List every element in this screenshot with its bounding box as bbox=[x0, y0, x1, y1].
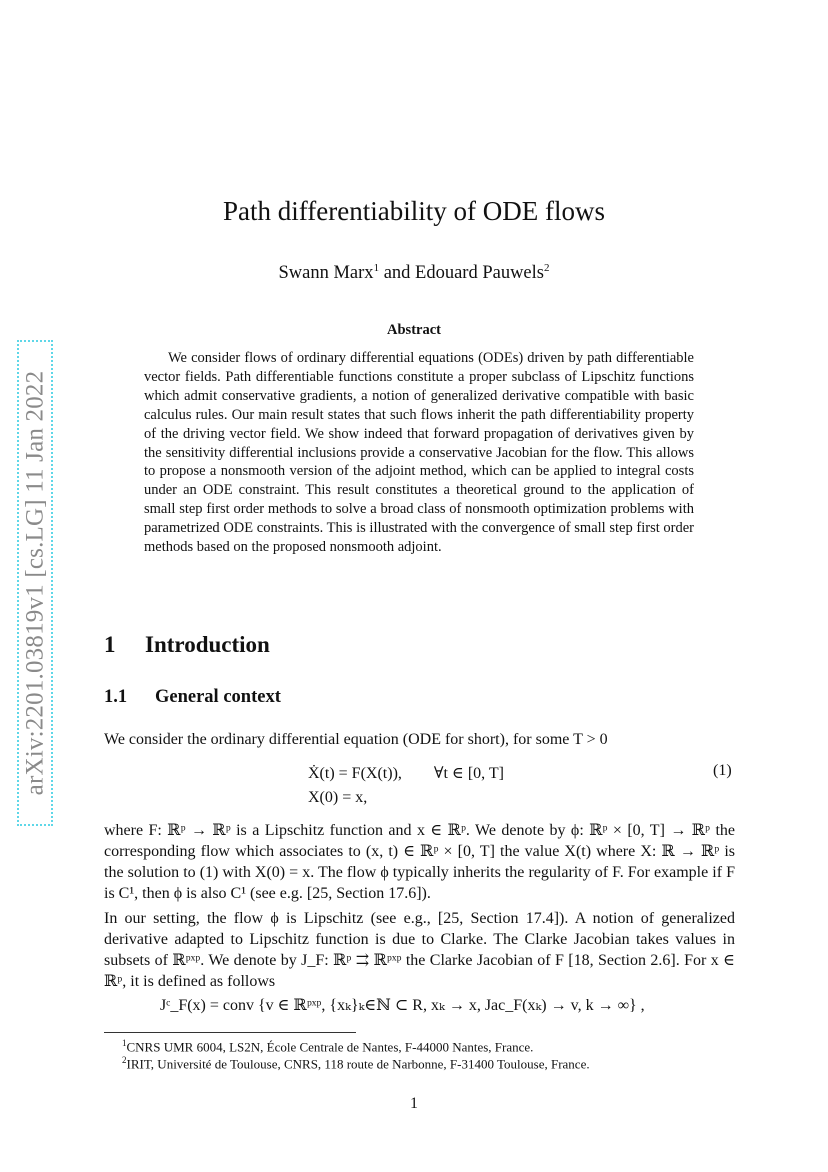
subsection-heading bbox=[104, 687, 281, 708]
author1-affiliation-mark: 1 bbox=[373, 262, 380, 274]
footnote-2-mark: 2 bbox=[122, 1055, 127, 1065]
section-number: 1 bbox=[104, 632, 116, 657]
footnote-1-mark: 1 bbox=[122, 1038, 127, 1048]
footnote-2-text: IRIT, Université de Toulouse, CNRS, 118 route de Narbonne, F-31400 Toulouse, France. bbox=[126, 1056, 590, 1072]
equation-1 bbox=[308, 762, 504, 810]
equation-1-label: (1) bbox=[713, 762, 732, 779]
paragraph-ode-intro: We consider the ordinary differential equation (ODE for short), for some T > 0 bbox=[104, 731, 608, 748]
author-names-2: and Edouard Pauwels bbox=[379, 263, 544, 284]
paragraph-flow: where F: ℝᵖ → ℝᵖ is a Lipschitz function and x ∈ ℝᵖ. We denote by ϕ: ℝᵖ × [0, T] → ℝᵖ the corresponding flow which associates to (x, t) ∈ ℝᵖ × [0, T] the value X(t) where X: ℝ → ℝᵖ is the solution to (1) with X(0) = x. The flow ϕ typically inherits the regularity of F. For example if F is C¹, then ϕ is also C¹ (see e.g. [25, Section 17.6]). bbox=[104, 822, 735, 902]
footnote-1-text: CNRS UMR 6004, LS2N, École Centrale de Nantes, F-44000 Nantes, France. bbox=[126, 1039, 534, 1055]
equation-1-line-2: X(0) = x, bbox=[308, 789, 368, 806]
author-line bbox=[0, 262, 828, 284]
page-number: 1 bbox=[410, 1095, 418, 1112]
section-title: Introduction bbox=[145, 632, 270, 657]
arxiv-identifier-stamp bbox=[17, 340, 53, 826]
paper-title: Path differentiability of ODE flows bbox=[223, 196, 605, 226]
footnote-divider bbox=[104, 1032, 356, 1033]
equation-1-line-1: Ẋ(t) = F(X(t)), ∀t ∈ [0, T] bbox=[308, 765, 504, 782]
paragraph-clarke: In our setting, the flow ϕ is Lipschitz (see e.g., [25, Section 17.4]). A notion of generalized derivative adapted to Lipschitz function is due to Clarke. The Clarke Jacobian takes values in subsets of ℝᵖˣᵖ. We denote by J_F: ℝᵖ ⇉ ℝᵖˣᵖ the Clarke Jacobian of F [18, Section 2.6]. For x ∈ ℝᵖ, it is defined as follows bbox=[104, 910, 735, 990]
equation-clarke-jacobian: Jᶜ_F(x) = conv {v ∈ ℝᵖˣᵖ, {xₖ}ₖ∈ℕ ⊂ R, xₖ → x, Jac_F(xₖ) → v, k → ∞} , bbox=[160, 997, 645, 1014]
author2-affiliation-mark: 2 bbox=[543, 262, 550, 274]
author-names-1: Swann Marx bbox=[278, 263, 374, 284]
abstract-text: We consider flows of ordinary differential equations (ODEs) driven by path differentiable vector fields. Path differentiable functions constitute a proper subclass of Lipschitz functions which admit conservative gradients, a notion of generalized derivative compatible with basic calculus rules. Our main result states that such flows inherit the path differentiability property of the driving vector field. We show indeed that forward propagation of derivatives given by the sensitivity differential inclusions provide a conservative Jacobian for the flow. This allows to propose a nonsmooth version of the adjoint method, which can be applied to integral costs under an ODE constraint. This result constitutes a theoretical ground to the application of small step first order methods to solve a broad class of nonsmooth optimization problems with parametrized ODE constraints. This is illustrated with the convergence of small step first order methods based on the proposed nonsmooth adjoint. bbox=[144, 350, 694, 556]
abstract-heading: Abstract bbox=[387, 322, 441, 338]
arxiv-identifier-text: arXiv:2201.03819v1 [cs.LG] 11 Jan 2022 bbox=[21, 370, 49, 796]
subsection-title: General context bbox=[155, 687, 281, 707]
footnote-2 bbox=[122, 1055, 590, 1072]
subsection-number: 1.1 bbox=[104, 687, 128, 707]
footnote-1 bbox=[122, 1038, 533, 1055]
section-heading bbox=[104, 632, 270, 658]
